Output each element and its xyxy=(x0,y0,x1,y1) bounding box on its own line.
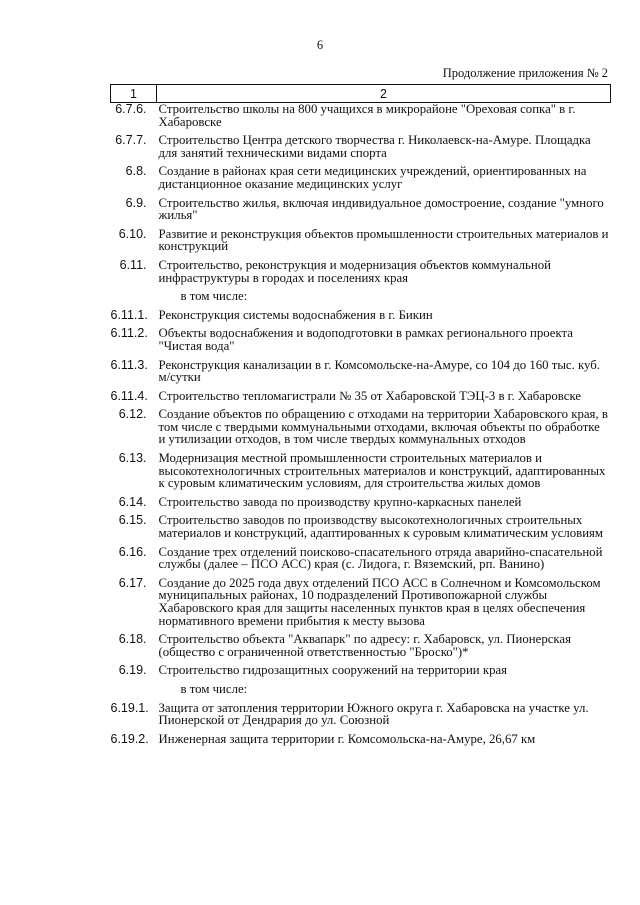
item-description: Развитие и реконструкция объектов промышленности строительных материалов и конструкций xyxy=(158,226,609,254)
page-number: 6 xyxy=(316,38,324,52)
item-number: 6.10. xyxy=(118,226,147,241)
item-description: Модернизация местной промышленности строительных материалов и высокотехнологичных строительных материалов и конструкций, адаптированных к суровым климатическим условиям, для строительства жилых домов xyxy=(158,451,606,491)
item-description: Защита от затопления территории Южного округа г. Хабаровска на участке ул. Пионерской от Дендрария до ул. Союзной xyxy=(158,700,589,728)
item-number: 6.11.4. xyxy=(110,388,148,403)
item-number xyxy=(111,290,157,309)
table-row xyxy=(111,165,611,196)
table-row xyxy=(111,259,611,290)
table-row xyxy=(111,134,611,165)
item-description: Создание до 2025 года двух отделений ПСО АСС в Солнечном и Комсомольском муниципальных районах, 10 подразделений Противопожарной службы Хабаровского края для защиты населенных пунктов края в целях обеспечения нормативного времени прибытия к месту вызова xyxy=(158,575,601,628)
item-description: Реконструкция канализации в г. Комсомольске-на-Амуре, со 104 до 160 тыс. куб. м/сутки xyxy=(158,357,600,385)
table-row xyxy=(111,390,611,409)
item-number: 6.7.6. xyxy=(115,102,147,116)
appendix-table xyxy=(110,84,611,751)
item-description: Строительство объекта "Аквапарк" по адресу: г. Хабаровск, ул. Пионерская (общество с ограниченной ответственностью "Броско")* xyxy=(158,632,571,659)
table-row xyxy=(111,664,611,683)
table-header-row xyxy=(111,85,611,103)
item-number: 6.19.2. xyxy=(110,731,149,746)
table-row xyxy=(111,408,611,452)
item-description: Реконструкция системы водоснабжения в г. Бикин xyxy=(158,307,433,322)
item-description: Создание трех отделений поисково-спасательного отряда аварийно-спасательной службы (далее – ПСО АСС) края (с. Лидога, г. Вяземский, рп. Ванино) xyxy=(158,544,603,572)
item-number: 6.18. xyxy=(118,632,147,647)
item-number: 6.19. xyxy=(118,663,147,678)
item-description: Строительство завода по производству крупно-каркасных панелей xyxy=(158,494,522,509)
table-row xyxy=(111,452,611,496)
item-number: 6.8. xyxy=(125,164,147,179)
column-header-description: 2 xyxy=(157,85,611,103)
table-row xyxy=(111,514,611,545)
table-row xyxy=(111,683,611,702)
item-description: в том числе: xyxy=(180,289,248,304)
item-description: Создание объектов по обращению с отходами на территории Хабаровского края, в том числе с твердыми коммунальными отходами, включая объекты по обработке и утилизации отходов, в том числе твердых коммунальных отходов xyxy=(158,407,608,447)
table-row xyxy=(111,359,611,390)
table-row xyxy=(111,228,611,259)
item-number: 6.15. xyxy=(118,513,147,528)
appendix-continuation-note: Продолжение приложения № 2 xyxy=(442,66,608,80)
item-number: 6.11.1. xyxy=(110,307,148,322)
table-row xyxy=(111,327,611,358)
table-row xyxy=(111,290,611,309)
item-number: 6.7.7. xyxy=(115,133,147,148)
item-description: в том числе: xyxy=(180,681,248,696)
table-row xyxy=(111,577,611,633)
item-description: Строительство жилья, включая индивидуальное домостроение, создание "умного жилья" xyxy=(158,195,604,223)
item-number: 6.16. xyxy=(118,544,147,559)
item-number: 6.14. xyxy=(118,494,147,509)
table-row xyxy=(111,496,611,515)
item-description: Инженерная защита территории г. Комсомольска-на-Амуре, 26,67 км xyxy=(158,731,536,746)
item-description: Создание в районах края сети медицинских учреждений, ориентированных на дистанционное оказание медицинских услуг xyxy=(158,164,587,191)
column-header-number: 1 xyxy=(111,85,157,103)
item-number: 6.12. xyxy=(118,407,147,422)
item-number: 6.11. xyxy=(119,257,147,272)
item-description: Строительство, реконструкция и модернизация объектов коммунальной инфраструктуры в городах и поселениях края xyxy=(158,257,551,285)
table-row xyxy=(111,633,611,664)
item-number: 6.17. xyxy=(118,575,147,590)
item-number: 6.11.2. xyxy=(110,326,148,341)
table-row xyxy=(111,733,611,752)
table-row xyxy=(111,702,611,733)
table-body xyxy=(111,103,611,752)
table-row xyxy=(111,103,611,135)
item-number: 6.9. xyxy=(125,195,147,210)
item-number xyxy=(111,683,157,702)
item-number: 6.11.3. xyxy=(110,357,148,372)
item-number: 6.19.1. xyxy=(110,700,149,715)
item-description: Строительство заводов по производству высокотехнологичных строительных материалов и конструкций, адаптированных к суровым климатическим условиям xyxy=(158,513,604,541)
item-number: 6.13. xyxy=(118,451,147,466)
item-description: Строительство гидрозащитных сооружений на территории края xyxy=(158,663,508,678)
item-description: Строительство тепломагистрали № 35 от Хабаровской ТЭЦ-3 в г. Хабаровске xyxy=(158,388,582,403)
item-description: Строительство Центра детского творчества г. Николаевск-на-Амуре. Площадка для занятий техническими видами спорта xyxy=(158,133,591,160)
item-description: Строительство школы на 800 учащихся в микрорайоне "Ореховая сопка" в г. Хабаровске xyxy=(158,102,576,129)
table-row xyxy=(111,309,611,328)
item-description: Объекты водоснабжения и водоподготовки в рамках регионального проекта "Чистая вода" xyxy=(158,326,573,353)
table-row xyxy=(111,197,611,228)
table-row xyxy=(111,546,611,577)
